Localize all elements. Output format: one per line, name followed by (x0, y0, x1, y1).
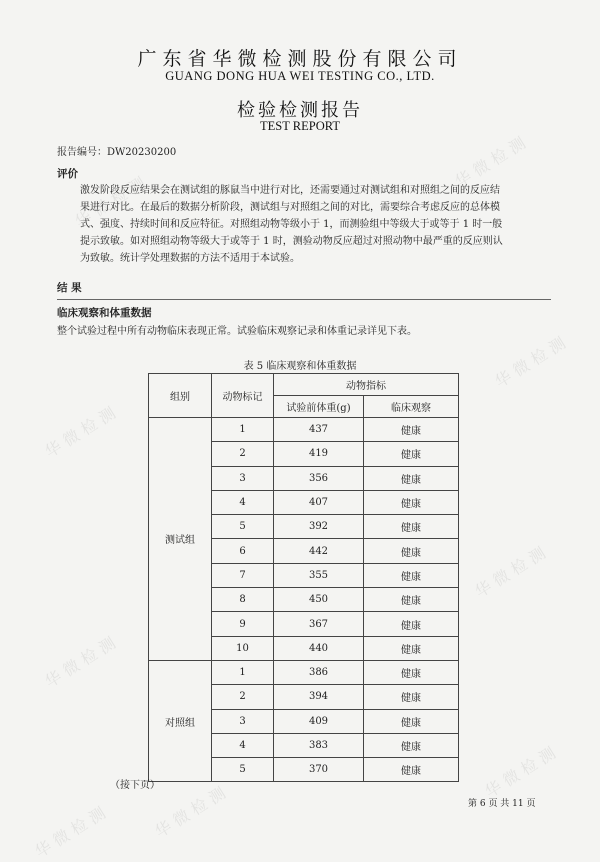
observation-cell: 健康 (364, 442, 459, 466)
header-animal-id: 动物标记 (212, 374, 274, 418)
animal-id-cell: 4 (212, 490, 274, 514)
clinical-weight-table (148, 373, 459, 782)
observation-cell: 健康 (364, 588, 459, 612)
animal-id-cell: 2 (212, 685, 274, 709)
animal-id-cell: 6 (212, 539, 274, 563)
animal-id-cell: 5 (212, 515, 274, 539)
report-title-cn: 检验检测报告 (237, 100, 363, 121)
animal-id-cell: 7 (212, 563, 274, 587)
header-weight: 试验前体重(g) (274, 396, 364, 418)
header-observation: 临床观察 (364, 396, 459, 418)
weight-cell: 442 (274, 539, 364, 563)
evaluation-line: 激发阶段反应结果会在测试组的豚鼠当中进行对比，还需要通过对测试组和对照组之间的反应结 (80, 185, 500, 196)
weight-cell: 419 (274, 442, 364, 466)
results-title: 结 果 (57, 282, 82, 294)
animal-id-cell: 1 (212, 418, 274, 442)
weight-cell: 407 (274, 490, 364, 514)
watermark: 华 微 检 测 (41, 403, 119, 462)
observation-cell: 健康 (364, 733, 459, 757)
company-name-cn: 广东省华微检测股份有限公司 (137, 48, 463, 70)
table-caption: 表 5 临床观察和体重数据 (243, 361, 357, 372)
observation-cell: 健康 (364, 758, 459, 782)
observation-cell: 健康 (364, 636, 459, 660)
group-name-cell: 测试组 (149, 418, 212, 661)
animal-id-cell: 9 (212, 612, 274, 636)
watermark: 华 微 检 测 (471, 543, 549, 602)
watermark: 华 微 检 测 (71, 173, 149, 232)
divider (57, 299, 551, 300)
evaluation-line: 提示致敏。如对照组动物等级大于或等于 1 时，测验动物反应超过对照动物中最严重的反应则认 (80, 236, 503, 247)
evaluation-line: 式、强度、持续时间和反应特征。对照组动物等级小于 1，而测验组中等级大于或等于 1 时一般 (80, 219, 503, 230)
evaluation-line: 果进行对比。在最后的数据分析阶段，测试组与对照组之间的对比，需要综合考虑反应的总体模 (80, 202, 500, 213)
observation-cell: 健康 (364, 466, 459, 490)
animal-id-cell: 3 (212, 709, 274, 733)
report-title-en: TEST REPORT (260, 119, 340, 133)
evaluation-title: 评价 (57, 168, 78, 180)
watermark: 华 微 检 测 (491, 333, 569, 392)
observation-cell: 健康 (364, 539, 459, 563)
observation-cell: 健康 (364, 563, 459, 587)
header-indicator: 动物指标 (274, 374, 459, 396)
observation-cell: 健康 (364, 515, 459, 539)
animal-id-cell: 5 (212, 758, 274, 782)
report-number: 报告编号：DW20230200 (57, 147, 177, 158)
animal-id-cell: 2 (212, 442, 274, 466)
weight-cell: 370 (274, 758, 364, 782)
animal-id-cell: 10 (212, 636, 274, 660)
weight-cell: 450 (274, 588, 364, 612)
weight-cell: 383 (274, 733, 364, 757)
continue-note: （接下页） (110, 780, 160, 791)
weight-cell: 394 (274, 685, 364, 709)
observation-cell: 健康 (364, 490, 459, 514)
animal-id-cell: 4 (212, 733, 274, 757)
group-name-cell: 对照组 (149, 660, 212, 781)
page-number: 第 6 页 共 11 页 (468, 799, 536, 809)
observation-cell: 健康 (364, 709, 459, 733)
observation-cell: 健康 (364, 612, 459, 636)
results-intro: 整个试验过程中所有动物临床表现正常。试验临床观察记录和体重记录详见下表。 (57, 326, 417, 337)
evaluation-line: 为致敏。统计学处理数据的方法不适用于本试验。 (80, 253, 300, 264)
weight-cell: 355 (274, 563, 364, 587)
company-name-en: GUANG DONG HUA WEI TESTING CO., LTD. (165, 69, 435, 83)
animal-id-cell: 3 (212, 466, 274, 490)
weight-cell: 440 (274, 636, 364, 660)
header-group: 组别 (149, 374, 212, 418)
weight-cell: 392 (274, 515, 364, 539)
weight-cell: 437 (274, 418, 364, 442)
watermark: 华 微 检 测 (151, 783, 229, 842)
observation-cell: 健康 (364, 660, 459, 684)
results-subtitle: 临床观察和体重数据 (57, 307, 152, 319)
animal-id-cell: 1 (212, 660, 274, 684)
weight-cell: 386 (274, 660, 364, 684)
table-row (149, 418, 459, 442)
watermark: 华 微 检 测 (481, 743, 559, 802)
watermark: 华 微 检 测 (31, 803, 109, 862)
weight-cell: 409 (274, 709, 364, 733)
watermark: 华 微 检 测 (451, 133, 529, 192)
observation-cell: 健康 (364, 685, 459, 709)
animal-id-cell: 8 (212, 588, 274, 612)
observation-cell: 健康 (364, 418, 459, 442)
weight-cell: 356 (274, 466, 364, 490)
table-row (149, 660, 459, 684)
weight-cell: 367 (274, 612, 364, 636)
watermark: 华 微 检 测 (41, 633, 119, 692)
